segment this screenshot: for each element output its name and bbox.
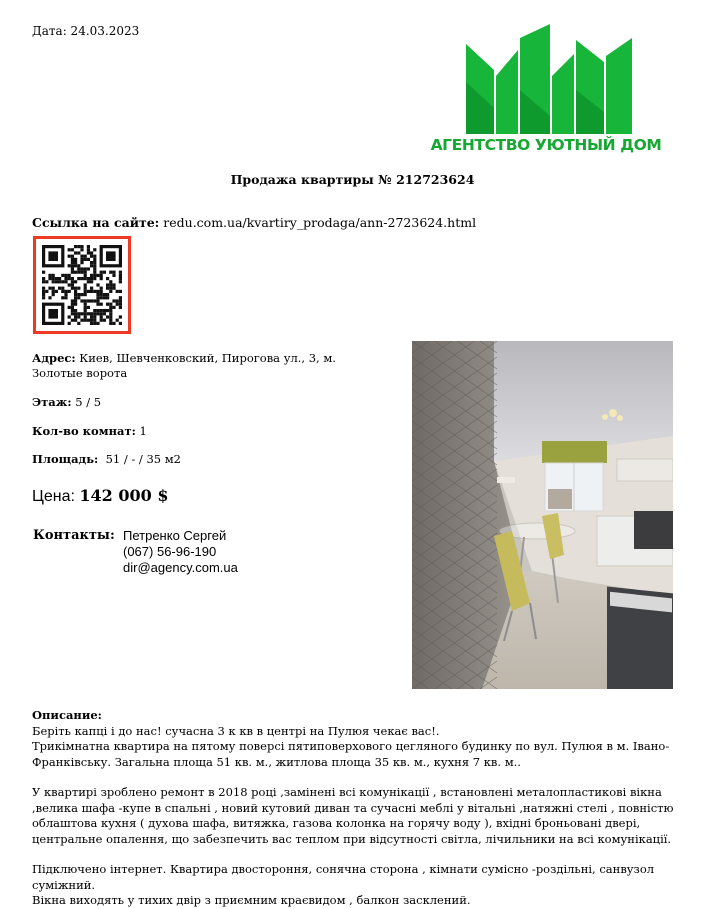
address-label: Адрес: xyxy=(32,351,76,365)
listing-link-url[interactable]: redu.com.ua/kvartiry_prodaga/ann-2723624.html xyxy=(163,215,477,230)
contact-phone[interactable]: (067) 56-96-190 xyxy=(123,544,217,559)
listing-link xyxy=(32,215,476,230)
document-date: Дата: 24.03.2023 xyxy=(32,24,140,38)
agency-logo xyxy=(428,20,664,160)
price-value: 142 000 $ xyxy=(79,486,169,505)
contacts-block xyxy=(123,528,238,576)
description-features: Підключено інтернет. Квартира двостороння, сонячна сторона , кімнати сумісно -роздільні, санвузол суміжний. xyxy=(32,862,655,892)
rooms-row xyxy=(32,424,377,439)
address-value: Киев, Шевченковский, Пирогова ул., 3, м. Золотые ворота xyxy=(32,351,336,380)
description-summary: Трикімнатна квартира на пятому поверсі пятиповерхового цегляного будинку по вул. Пулюя в м. Івано-Франківську. Загальна площа 51 кв. м., житлова площа 35 кв. м., кухня 7 кв. м.. xyxy=(32,739,670,769)
description-intro: Беріть капці і до нас! сучасна 3 к кв в центрі на Пулюя чекає вас!. xyxy=(32,723,440,738)
description-label: Описание: xyxy=(32,708,102,722)
area-label: Площадь: xyxy=(32,452,99,466)
price-row xyxy=(32,486,168,506)
contacts-label: Контакты: xyxy=(33,528,115,543)
description-renovation: У квартирі зроблено ремонт в 2018 році ,замінені всі комунікації , встановлені металопластикові вікна ,велика шафа -купе в спальні , новий кутовий диван та сучасні меблі у вітальні ,натяжні стелі , повністю облаштова кухня ( духова шафа, витяжка, газова колонка на горячу воду ), вхідні броньовані двері, центральне опалення, що забезпечить вас теплом при відсутності світла, лічильники на всі комунікації. xyxy=(32,785,674,846)
rooms-label: Кол-во комнат: xyxy=(32,424,136,438)
contact-name: Петренко Сергей xyxy=(123,528,227,543)
description xyxy=(32,708,682,909)
floor-row xyxy=(32,395,377,410)
contact-email[interactable]: dir@agency.com.ua xyxy=(123,560,238,575)
qr-code xyxy=(33,236,131,334)
description-view: Вікна виходять у тихих двір з приємним краєвидом , балкон засклений. xyxy=(32,893,471,907)
address-row xyxy=(32,351,377,381)
rooms-value: 1 xyxy=(139,424,147,438)
area-row xyxy=(32,452,377,467)
floor-label: Этаж: xyxy=(32,395,72,409)
agency-name: АГЕНТСТВО УЮТНЫЙ ДОМ xyxy=(430,136,662,154)
listing-link-label: Ссылка на сайте: xyxy=(32,215,160,230)
building-logo-icon xyxy=(428,20,664,138)
floor-value: 5 / 5 xyxy=(75,395,102,409)
apartment-photo xyxy=(412,341,673,689)
area-value: 51 / - / 35 м2 xyxy=(105,452,182,466)
page-title: Продажа квартиры № 212723624 xyxy=(230,172,475,187)
price-label: Цена: xyxy=(32,488,75,505)
